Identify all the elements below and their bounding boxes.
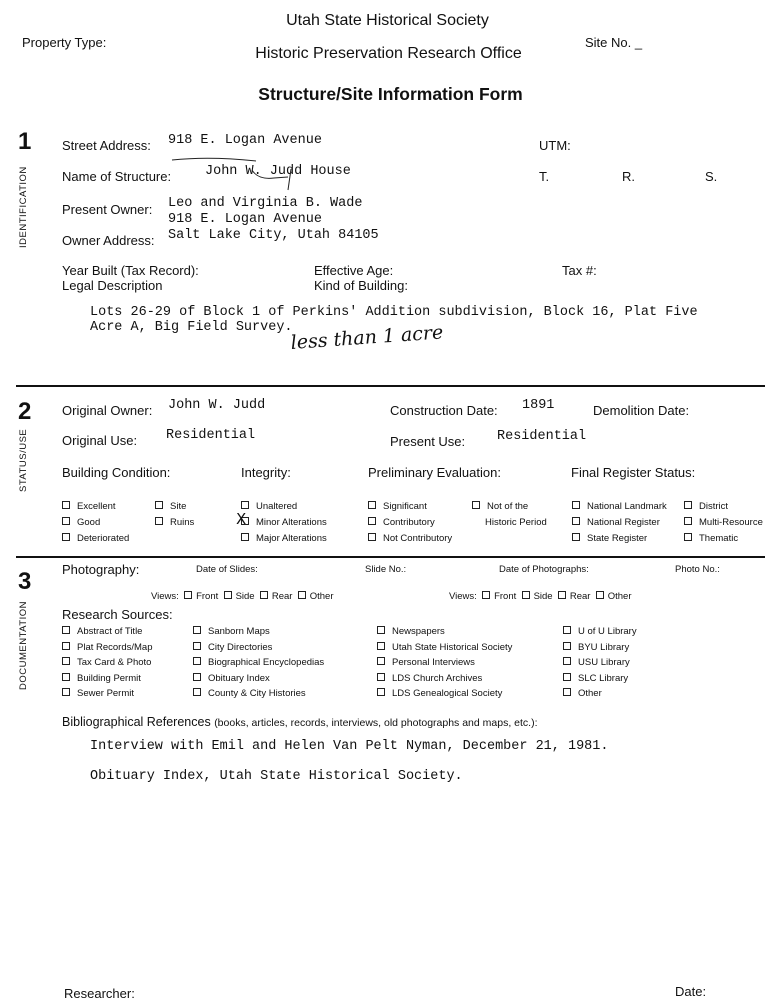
year-built-label: Year Built (Tax Record): (62, 263, 199, 278)
checkbox-box[interactable] (684, 517, 692, 525)
date-label: Date: (675, 984, 707, 999)
checkbox-box[interactable] (572, 533, 580, 541)
check-mark-icon: X (236, 510, 247, 528)
checkbox-personal-interviews[interactable]: Personal Interviews (377, 657, 475, 668)
checkbox-box[interactable] (155, 501, 163, 509)
checkbox-lds-genealogical-society[interactable]: LDS Genealogical Society (377, 688, 502, 699)
form-title: Structure/Site Information Form (258, 84, 523, 104)
section-divider-2 (16, 556, 765, 558)
checkbox-significant[interactable]: Significant (368, 501, 427, 512)
photos-views-group: Views: Front Side Rear Other (449, 591, 632, 602)
checkbox-thematic[interactable]: Thematic (684, 533, 738, 544)
legal-description-line2: Acre A, Big Field Survey. (90, 320, 293, 335)
checkbox-deteriorated[interactable]: Deteriorated (62, 533, 129, 544)
building-condition-label: Building Condition: (62, 465, 171, 480)
utm-label: UTM: (539, 138, 571, 153)
checkbox-site[interactable]: Site (155, 501, 186, 512)
present-use-label: Present Use: (390, 434, 466, 449)
checkbox-sewer-permit[interactable]: Sewer Permit (62, 688, 134, 699)
org-title: Utah State Historical Society (286, 12, 489, 29)
owner-address-label: Owner Address: (62, 233, 155, 248)
original-use-value: Residential (166, 428, 256, 443)
slide-no-label: Slide No.: (365, 564, 407, 575)
original-use-label: Original Use: (62, 433, 138, 448)
slides-view-rear[interactable]: Rear (260, 591, 293, 602)
photos-view-other[interactable]: Other (596, 591, 632, 602)
checkbox-slc-library[interactable]: SLC Library (563, 673, 628, 684)
checkbox-not-contributory[interactable]: Not Contributory (368, 533, 452, 544)
checkbox-ruins[interactable]: Ruins (155, 517, 194, 528)
checkbox-building-permit[interactable]: Building Permit (62, 673, 141, 684)
original-owner-label: Original Owner: (62, 403, 153, 418)
biblio-line1: Interview with Emil and Helen Van Pelt Nyman, December 21, 1981. (90, 739, 609, 754)
construction-date-label: Construction Date: (390, 403, 498, 418)
demolition-date-label: Demolition Date: (593, 403, 690, 418)
biblio-line2: Obituary Index, Utah State Historical Society. (90, 769, 463, 784)
checkbox-national-landmark[interactable]: National Landmark (572, 501, 667, 512)
checkbox-utah-state-historical-society[interactable]: Utah State Historical Society (377, 642, 512, 653)
checkbox-byu-library[interactable]: BYU Library (563, 642, 629, 653)
not-of-historic-period-line2: Historic Period (485, 517, 547, 528)
photography-label: Photography: (62, 562, 140, 577)
research-sources-label: Research Sources: (62, 607, 173, 622)
street-address-label: Street Address: (62, 138, 151, 153)
checkbox-box[interactable] (572, 517, 580, 525)
checkbox-district[interactable]: District (684, 501, 728, 512)
owner-line1: Leo and Virginia B. Wade (168, 196, 363, 211)
checkbox-box[interactable] (241, 533, 249, 541)
checkbox-unaltered[interactable]: Unaltered (241, 501, 297, 512)
checkbox-state-register[interactable]: State Register (572, 533, 647, 544)
present-owner-label: Present Owner: (62, 202, 153, 217)
photos-view-rear[interactable]: Rear (558, 591, 591, 602)
s-label: S. (705, 169, 718, 184)
checkbox-box[interactable] (62, 533, 70, 541)
legal-description-label: Legal Description (62, 278, 163, 293)
checkbox-major-alterations[interactable]: Major Alterations (241, 533, 327, 544)
slides-view-side[interactable]: Side (224, 591, 255, 602)
checkbox-county-city-histories[interactable]: County & City Histories (193, 688, 306, 699)
site-no-label: Site No. _ (585, 35, 643, 50)
date-of-photographs-label: Date of Photographs: (499, 564, 589, 575)
structure-name-label: Name of Structure: (62, 169, 172, 184)
checkbox-u-of-u-library[interactable]: U of U Library (563, 626, 637, 637)
section-number-3: 3 (18, 568, 32, 595)
checkbox-national-register[interactable]: National Register (572, 517, 660, 528)
checkbox-sanborn-maps[interactable]: Sanborn Maps (193, 626, 270, 637)
checkbox-multi-resource[interactable]: Multi-Resource (684, 517, 763, 528)
checkbox-plat-records-map[interactable]: Plat Records/Map (62, 642, 153, 653)
integrity-label: Integrity: (241, 465, 291, 480)
final-register-status-label: Final Register Status: (571, 465, 696, 480)
section-label-identification: IDENTIFICATION (18, 166, 29, 248)
checkbox-obituary-index[interactable]: Obituary Index (193, 673, 270, 684)
checkbox-newspapers[interactable]: Newspapers (377, 626, 445, 637)
street-address-value: 918 E. Logan Avenue (168, 133, 322, 148)
checkbox-box[interactable] (62, 501, 70, 509)
slides-view-front[interactable]: Front (184, 591, 218, 602)
slides-view-other[interactable]: Other (298, 591, 334, 602)
property-type-label: Property Type: (22, 35, 107, 50)
checkbox-box[interactable] (368, 501, 376, 509)
photos-view-side[interactable]: Side (522, 591, 553, 602)
checkbox-box[interactable] (368, 533, 376, 541)
site-no-value: _ (634, 35, 643, 50)
bibliographical-references-label: Bibliographical References (books, articles, records, interviews, old photographs and maps, etc.): (62, 715, 538, 729)
preliminary-evaluation-label: Preliminary Evaluation: (368, 465, 501, 480)
photos-view-front[interactable]: Front (482, 591, 516, 602)
checkbox-box[interactable] (684, 533, 692, 541)
checkbox-minor-alterations[interactable]: Minor Alterations (241, 517, 327, 528)
section-number-1: 1 (18, 128, 32, 155)
section-label-status-use: STATUS/USE (18, 428, 29, 492)
legal-description-line1: Lots 26-29 of Block 1 of Perkins' Addition subdivision, Block 16, Plat Five (90, 305, 698, 320)
checkbox-contributory[interactable]: Contributory (368, 517, 435, 528)
t-label: T. (539, 169, 550, 184)
date-of-slides-label: Date of Slides: (196, 564, 258, 575)
checkbox-city-directories[interactable]: City Directories (193, 642, 272, 653)
handwritten-acreage-note: less than 1 acre (290, 321, 444, 354)
photo-no-label: Photo No.: (675, 564, 720, 575)
owner-line3: Salt Lake City, Utah 84105 (168, 228, 379, 243)
checkbox-box[interactable] (62, 517, 70, 525)
checkbox-biographical-encyclopedias[interactable]: Biographical Encyclopedias (193, 657, 324, 668)
construction-date-value: 1891 (522, 398, 555, 413)
office-title: Historic Preservation Research Office (255, 45, 522, 62)
checkbox-excellent[interactable]: Excellent (62, 501, 116, 512)
checkbox-tax-card-photo[interactable]: Tax Card & Photo (62, 657, 151, 668)
checkbox-box[interactable] (368, 517, 376, 525)
researcher-label: Researcher: (64, 986, 135, 1001)
kind-of-building-label: Kind of Building: (314, 278, 408, 293)
checkbox-box[interactable] (684, 501, 692, 509)
section-divider-1 (16, 385, 765, 387)
checkbox-not-of-historic-period[interactable]: Not of the (472, 501, 528, 512)
effective-age-label: Effective Age: (314, 263, 394, 278)
handwritten-name-marks (170, 156, 310, 192)
owner-line2: 918 E. Logan Avenue (168, 212, 322, 227)
checkbox-box[interactable] (472, 501, 480, 509)
checkbox-other-source[interactable]: Other (563, 688, 602, 699)
checkbox-good[interactable]: Good (62, 517, 100, 528)
structure-name-value: John W. Judd House (205, 164, 351, 179)
slides-views-group: Views: Front Side Rear Other (151, 591, 334, 602)
section-number-2: 2 (18, 398, 32, 425)
checkbox-box[interactable] (241, 501, 249, 509)
section-label-documentation: DOCUMENTATION (18, 600, 29, 690)
r-label: R. (622, 169, 635, 184)
checkbox-abstract-of-title[interactable]: Abstract of Title (62, 626, 142, 637)
checkbox-box[interactable] (155, 517, 163, 525)
original-owner-value: John W. Judd (168, 398, 266, 413)
checkbox-usu-library[interactable]: USU Library (563, 657, 630, 668)
checkbox-lds-church-archives[interactable]: LDS Church Archives (377, 673, 482, 684)
present-use-value: Residential (497, 429, 587, 444)
tax-number-label: Tax #: (562, 263, 597, 278)
checkbox-box[interactable] (572, 501, 580, 509)
